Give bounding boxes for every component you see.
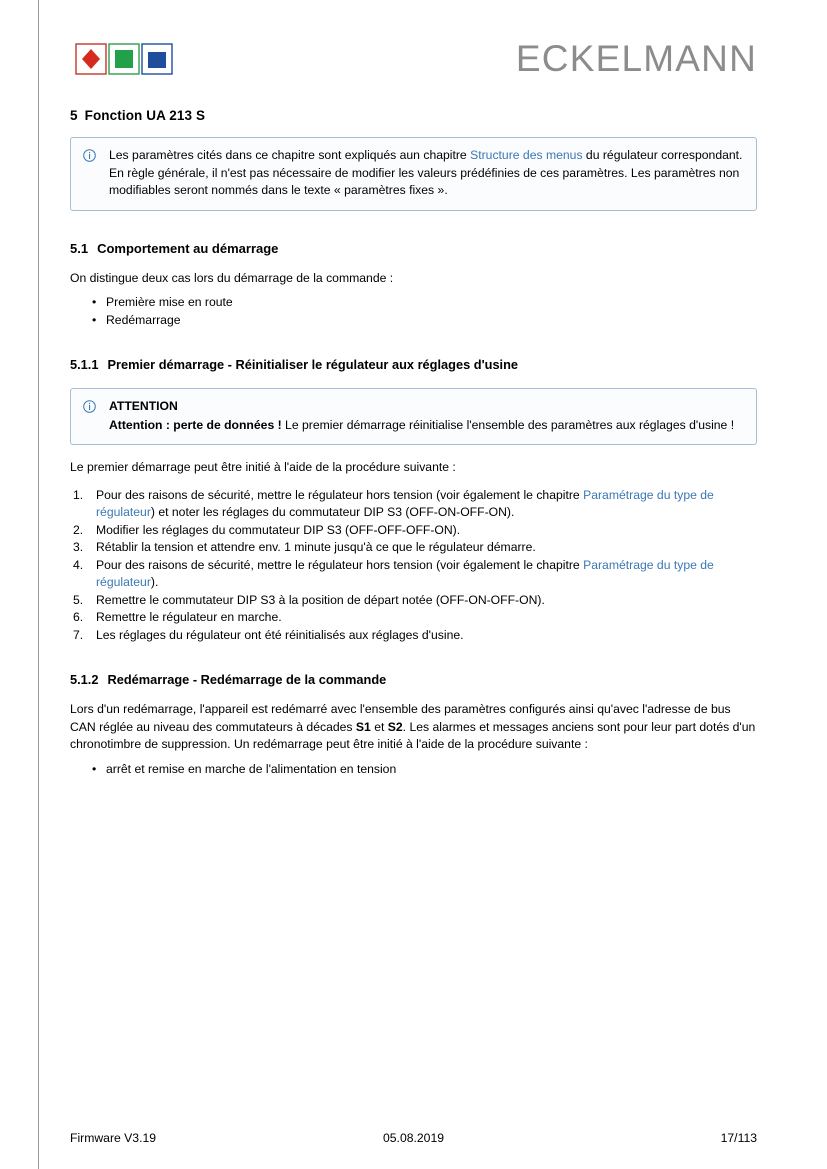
section-512-bullet-list (70, 760, 757, 778)
step-text-pre: Pour des raisons de sécurité, mettre le régulateur hors tension (voir également le chapitre (96, 557, 584, 572)
info-text-lead: Les paramètres cités dans ce chapitre sont expliqués aun chapitre (109, 148, 471, 162)
link-parametrage-type-regulateur[interactable]: Paramétrage du type de régulateur (96, 557, 714, 589)
section-511-title: Premier démarrage - Réinitialiser le régulateur aux réglages d'usine (107, 357, 519, 372)
chapter-title: Fonction UA 213 S (84, 108, 206, 123)
page-content (70, 108, 757, 778)
list-item: • Première mise en route (92, 293, 757, 311)
step-text-pre: Les réglages du régulateur ont été réinitialisés aux réglages d'usine. (96, 627, 464, 642)
attention-callout-text (109, 398, 744, 434)
info-icon (83, 149, 96, 162)
paragraph-part3: . Les alarmes et messages anciens sont pour leur part dotés d'un chronotimbre de suppression. Un redémarrage peut être initié à l'aide de la procédure suivante : (70, 719, 756, 751)
section-512-number: 5.1.2 (70, 672, 99, 687)
attention-bold-lead: Attention : perte de données ! (109, 417, 282, 432)
paragraph-part2: et (370, 719, 388, 734)
step-text-pre: Pour des raisons de sécurité, mettre le régulateur hors tension (voir également le chapitre (96, 487, 584, 502)
attention-callout (70, 388, 757, 445)
section-511-paragraph: Le premier démarrage peut être initié à l'aide de la procédure suivante : (70, 460, 456, 474)
eckelmann-logo (75, 42, 175, 76)
info-callout-text (109, 147, 744, 200)
info-text-tail: du régulateur correspondant. En règle générale, il n'est pas nécessaire de modifier les valeurs prédéfinies de ces paramètres. Les paramètres non modifiables seront nommés dans le texte « paramètres fixes ». (109, 148, 743, 197)
list-item (70, 627, 757, 645)
section-512-paragraph (70, 701, 757, 754)
section-511-step-list (70, 487, 757, 645)
list-item: • Redémarrage (92, 311, 757, 329)
step-text-post: ) et noter les réglages du commutateur DIP S3 (OFF-ON-OFF-ON). (150, 505, 515, 519)
step-text-pre: Remettre le commutateur DIP S3 à la position de départ notée (OFF-ON-OFF-ON). (96, 592, 545, 607)
section-511-number: 5.1.1 (70, 357, 99, 372)
list-item (70, 539, 757, 557)
spacer (70, 372, 757, 388)
step-text-pre: Remettre le régulateur en marche. (96, 610, 282, 624)
brand-title: ECKELMANN (515, 38, 757, 79)
step-text-pre: Modifier les réglages du commutateur DIP S3 (OFF-OFF-OFF-ON). (96, 522, 461, 537)
section-heading-512 (70, 672, 757, 687)
bold-s1: S1 (355, 719, 371, 734)
section-heading-511 (70, 357, 757, 372)
list-item (70, 557, 757, 592)
page-left-rule (38, 0, 39, 1169)
section-51-paragraph: On distingue deux cas lors du démarrage de la commande : (70, 270, 394, 285)
chapter-heading (70, 108, 757, 123)
section-heading-51 (70, 241, 757, 256)
info-icon (83, 400, 96, 413)
attention-title: ATTENTION (109, 399, 178, 413)
footer-page-number: 17/113 (720, 1131, 757, 1145)
info-callout (70, 137, 757, 211)
step-text-pre: Rétablir la tension et attendre env. 1 minute jusqu'à ce que le régulateur démarre. (96, 540, 536, 554)
paragraph-part1: Lors d'un redémarrage, l'appareil est redémarré avec l'ensemble des paramètres configurés ainsi qu'avec l'adresse de bus CAN réglée au niveau des commutateurs à décades (70, 702, 731, 734)
attention-text: Le premier démarrage réinitialise l'ensemble des paramètres aux réglages d'usine ! (281, 417, 735, 432)
section-51-title: Comportement au démarrage (97, 240, 279, 256)
list-item (70, 592, 757, 610)
step-text-post: ). (150, 575, 159, 589)
list-item (70, 609, 757, 627)
list-item (70, 522, 757, 540)
page-header (70, 35, 757, 95)
section-51-bullet-list (70, 293, 757, 329)
link-structure-des-menus[interactable]: Structure des menus (470, 148, 583, 162)
list-item: • arrêt et remise en marche de l'alimentation en tension (92, 760, 757, 778)
footer-firmware: Firmware V3.19 (70, 1131, 157, 1145)
link-parametrage-type-regulateur[interactable]: Paramétrage du type de régulateur (96, 487, 714, 519)
chapter-number: 5 (70, 108, 78, 123)
section-512-title: Redémarrage - Redémarrage de la commande (107, 672, 387, 687)
footer-date: 05.08.2019 (383, 1131, 444, 1145)
list-item (70, 487, 757, 522)
bold-s2: S2 (387, 719, 403, 734)
section-51-number: 5.1 (70, 240, 89, 256)
